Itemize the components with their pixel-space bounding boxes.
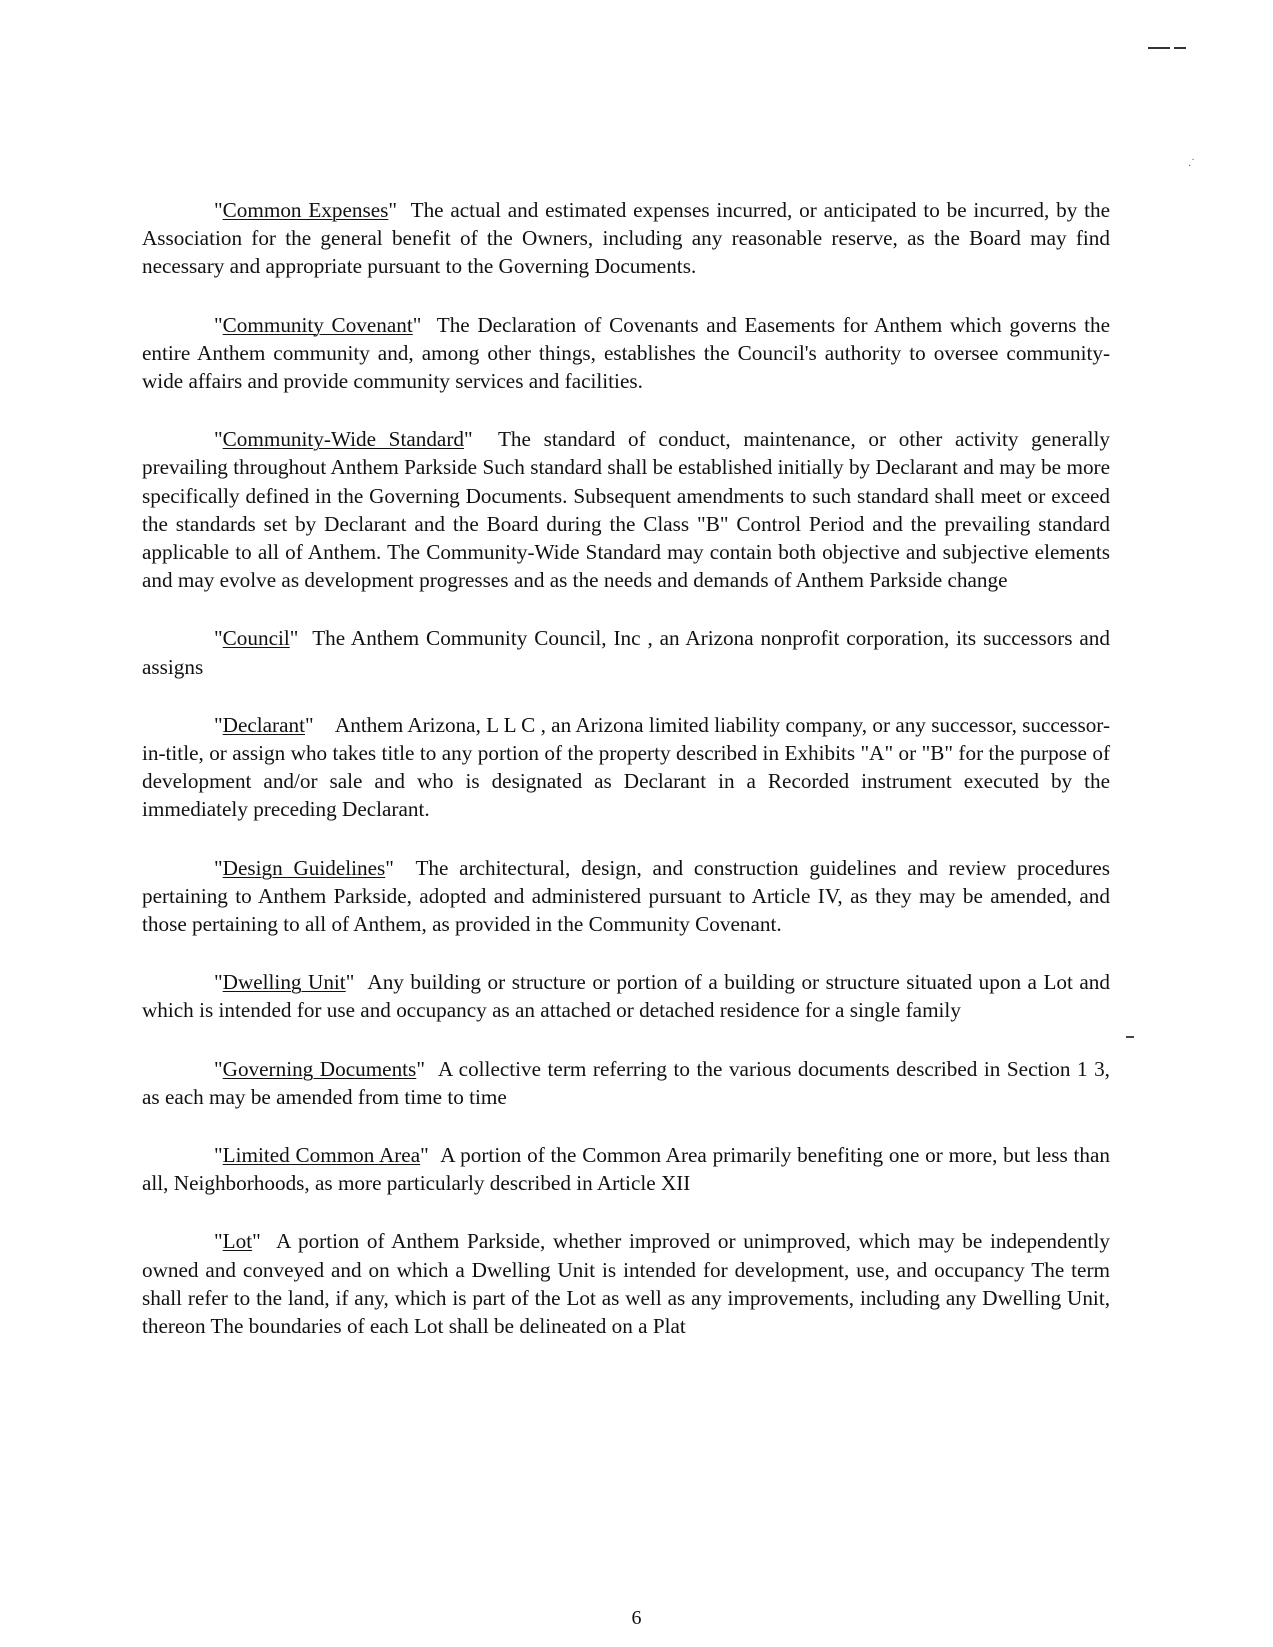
- definition-term: Common Expenses: [222, 198, 389, 222]
- scan-artifact-speck: ․˙: [1188, 158, 1195, 169]
- definition-council: "Council" The Anthem Community Council, Inc , an Arizona nonprofit corporation, its successors and assigns: [142, 626, 1110, 679]
- definition-text: Any building or structure or portion of a building or structure situated upon a Lot and which is intended for use and occupancy as an attached or detached residence for a single family: [142, 970, 1110, 1023]
- definition-text: A collective term referring to the various documents described in Section 1 3, as each may be amended from time to time: [142, 1056, 1110, 1109]
- definition-term: Council: [222, 626, 290, 651]
- definition-term: Declarant: [222, 712, 305, 737]
- definition-limited-common-area: "Limited Common Area" A portion of the Common Area primarily benefiting one or more, but less than all, Neighborhoods, as more particularly described in Article XII: [142, 1143, 1111, 1196]
- page-number: 6: [631, 1607, 642, 1629]
- scan-artifact-tick: [1126, 1036, 1134, 1038]
- definition-term: Community-Wide Standard: [222, 427, 464, 452]
- definition-term: Design Guidelines: [222, 855, 386, 880]
- definition-text: A portion of the Common Area primarily benefiting one or more, but less than all, Neighborhoods, as more particularly described in Article XII: [142, 1143, 1111, 1196]
- definition-text: The actual and estimated expenses incurred, or anticipated to be incurred, by the Association for the general benefit of the Owners, including any reasonable reserve, as the Board may find necessary and appropriate pursuant to the Governing Documents.: [142, 198, 1110, 279]
- definition-governing-documents: "Governing Documents" A collective term referring to the various documents described in Section 1 3, as each may be amended from time to time: [142, 1056, 1110, 1109]
- definition-lot: "Lot" A portion of Anthem Parkside, whether improved or unimproved, which may be independently owned and conveyed and on which a Dwelling Unit is intended for development, use, and occupancy The term shall refer to the land, if any, which is part of the Lot as well as any improvements, including any Dwelling Unit, thereon The boundaries of each Lot shall be delineated on a Plat: [142, 1229, 1110, 1339]
- definition-community-wide-standard: "Community-Wide Standard" The standard of conduct, maintenance, or other activity generally prevailing throughout Anthem Parkside Such standard shall be established initially by Declarant and may be more specifically defined in the Governing Documents. Subsequent amendments to such standard shall meet or exceed the standards set by Declarant and the Board during the Class "B" Control Period and the prevailing standard applicable to all of Anthem. The Community-Wide Standard may contain both objective and subjective elements and may evolve as development progresses and as the needs and demands of Anthem Parkside change: [142, 427, 1110, 593]
- scan-artifact-dash: [1148, 44, 1188, 52]
- definitions-list: [142, 196, 1110, 1370]
- definition-text: The Declaration of Covenants and Easements for Anthem which governs the entire Anthem community and, among other things, establishes the Council's authority to oversee community-wide affairs and provide community services and facilities.: [142, 312, 1110, 394]
- definition-design-guidelines: "Design Guidelines" The architectural, design, and construction guidelines and review procedures pertaining to Anthem Parkside, adopted and administered pursuant to Article IV, as they may be amended, and those pertaining to all of Anthem, as provided in the Community Covenant.: [142, 855, 1110, 937]
- definition-text: The Anthem Community Council, Inc , an Arizona nonprofit corporation, its successors and assigns: [142, 626, 1110, 679]
- definition-text: Anthem Arizona, L L C , an Arizona limited liability company, or any successor, successor-in-title, or assign who takes title to any portion of the property described in Exhibits "A" or "B" for the purpose of development and/or sale and who is designated as Declarant in a Recorded instrument executed by the immediately preceding Declarant.: [142, 712, 1110, 822]
- definition-term: Dwelling Unit: [222, 970, 346, 995]
- definition-term: Community Covenant: [222, 312, 413, 337]
- definition-term: Limited Common Area: [222, 1143, 421, 1168]
- definition-common-expenses: "Common Expenses" The actual and estimated expenses incurred, or anticipated to be incurred, by the Association for the general benefit of the Owners, including any reasonable reserve, as the Board may find necessary and appropriate pursuant to the Governing Documents.: [142, 198, 1110, 279]
- definition-term: Lot: [222, 1229, 253, 1254]
- definition-term: Governing Documents: [222, 1056, 417, 1081]
- definition-declarant: "Declarant" Anthem Arizona, L L C , an Arizona limited liability company, or any successor, successor-in-title, or assign who takes title to any portion of the property described in Exhibits "A" or "B" for the purpose of development and/or sale and who is designated as Declarant in a Recorded instrument executed by the immediately preceding Declarant.: [142, 712, 1110, 822]
- definition-community-covenant: "Community Covenant" The Declaration of Covenants and Easements for Anthem which governs the entire Anthem community and, among other things, establishes the Council's authority to oversee community-wide affairs and provide community services and facilities.: [142, 312, 1110, 394]
- definition-text: The standard of conduct, maintenance, or other activity generally prevailing throughout Anthem Parkside Such standard shall be established initially by Declarant and may be more specifically defined in the Governing Documents. Subsequent amendments to such standard shall meet or exceed the standards set by Declarant and the Board during the Class "B" Control Period and the prevailing standard applicable to all of Anthem. The Community-Wide Standard may contain both objective and subjective elements and may evolve as development progresses and as the needs and demands of Anthem Parkside change: [142, 427, 1110, 593]
- definition-text: The architectural, design, and construction guidelines and review procedures pertaining to Anthem Parkside, adopted and administered pursuant to Article IV, as they may be amended, and those pertaining to all of Anthem, as provided in the Community Covenant.: [142, 855, 1110, 937]
- definition-text: A portion of Anthem Parkside, whether improved or unimproved, which may be independently owned and conveyed and on which a Dwelling Unit is intended for development, use, and occupancy The term shall refer to the land, if any, which is part of the Lot as well as any improvements, including any Dwelling Unit, thereon The boundaries of each Lot shall be delineated on a Plat: [142, 1229, 1110, 1339]
- definition-dwelling-unit: "Dwelling Unit" Any building or structure or portion of a building or structure situated upon a Lot and which is intended for use and occupancy as an attached or detached residence for a single family: [142, 970, 1110, 1023]
